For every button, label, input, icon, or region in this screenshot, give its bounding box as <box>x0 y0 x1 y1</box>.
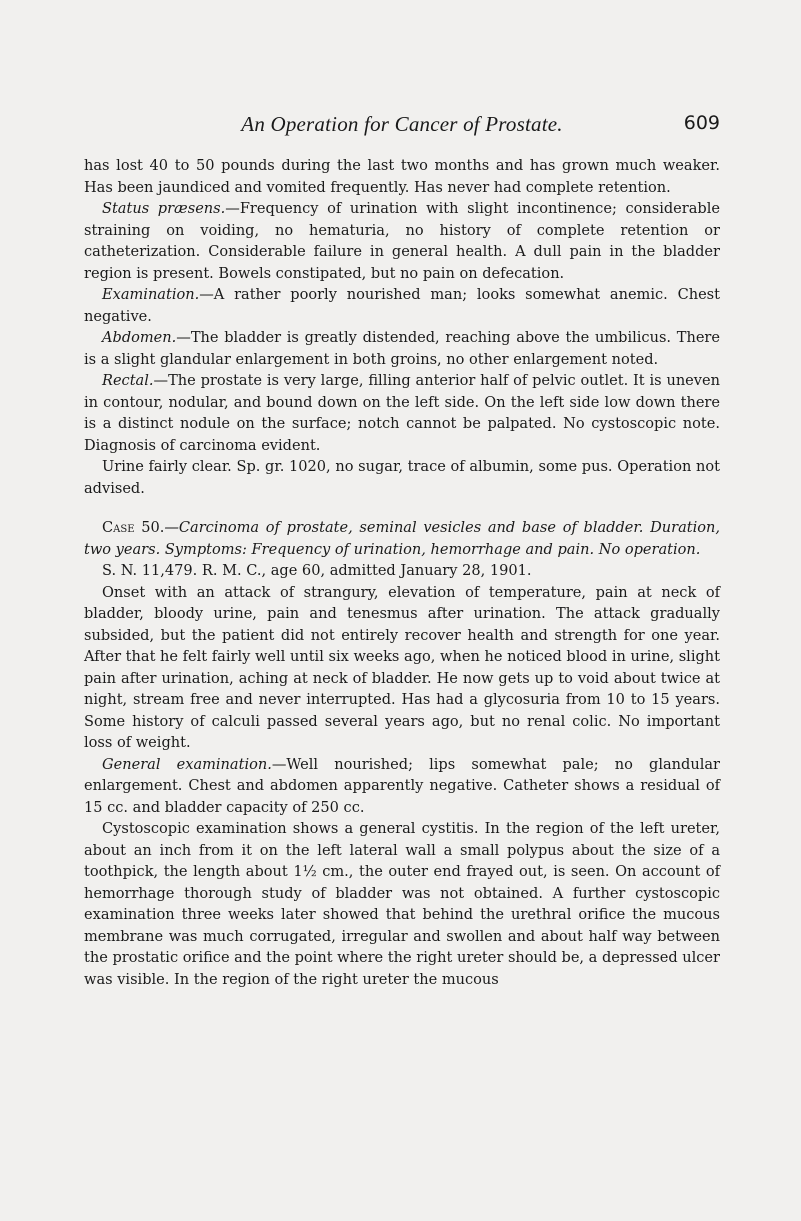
section-label: Examination. <box>102 286 200 303</box>
paragraph-history-continued <box>84 155 720 198</box>
paragraph-text: —Well nourished; lips somewhat pale; no glandular enlargement. Chest and abdomen apparently negative. Catheter shows a residual of 15 cc. and bladder capacity of 250 cc. <box>84 755 720 816</box>
case-word: Case <box>102 519 135 536</box>
paragraph-text: Cystoscopic examination shows a general cystitis. In the region of the left ureter, about an inch from it on the left lateral wall a small polypus about the size of a toothpick, the length about 1½ cm., the outer end frayed out, is seen. On account of hemorrhage thorough study of bladder was not obtained. A further cystoscopic examination three weeks later showed that behind the urethral orifice the mucous membrane was much corrugated, irregular and swollen and about half way between the prostatic orifice and the point where the right ureter should be, a depressed ulcer was visible. In the region of the right ureter the mucous <box>84 820 720 988</box>
paragraph-rectal <box>84 370 720 456</box>
section-label: Rectal. <box>102 372 154 389</box>
body-text <box>84 155 720 990</box>
section-label: General examination. <box>102 755 272 773</box>
paragraph-abdomen <box>84 327 720 370</box>
paragraph-onset <box>84 582 720 754</box>
paragraph-examination <box>84 284 720 327</box>
case-heading <box>84 517 720 560</box>
paragraph-status-praesens <box>84 198 720 284</box>
paragraph-text: —The bladder is greatly distended, reaching above the umbilicus. There is a slight glandular enlargement in both groins, no other enlargement noted. <box>84 329 720 368</box>
paragraph-text: —A rather poorly nourished man; looks somewhat anemic. Chest negative. <box>84 286 720 325</box>
paragraph-text: Onset with an attack of strangury, elevation of temperature, pain at neck of bladder, bloody urine, pain and tenesmus after urination. The attack gradually subsided, but the patient did not entirely recover health and strength for one year. After that he felt fairly well until six weeks ago, when he noticed blood in urine, slight pain after urination, aching at neck of bladder. He now gets up to void about twice at night, stream free and never interrupted. Has had a glycosuria from 10 to 15 years. Some history of calculi passed several years ago, but no renal colic. No important loss of weight. <box>84 583 720 751</box>
paragraph-text: —The prostate is very large, filling anterior half of pelvic outlet. It is uneven in contour, nodular, and bound down on the left side. On the left side low down there is a distinct nodule on the surface; notch cannot be palpated. No cystoscopic note. Diagnosis of carcinoma evident. <box>84 372 720 454</box>
paragraph-urine <box>84 456 720 499</box>
paragraph-text: Urine fairly clear. Sp. gr. 1020, no sugar, trace of albumin, some pus. Operation not advised. <box>84 458 720 497</box>
section-label: Status præsens. <box>102 200 226 217</box>
paragraph-text: S. N. 11,479. R. M. C., age 60, admitted January 28, 1901. <box>102 562 532 579</box>
paragraph-text: —Frequency of urination with slight incontinence; considerable straining on voiding, no hematuria, no history of complete retention or catheterization. Considerable failure in general health. A dull pain in the bladder region is present. Bowels constipated, but no pain on defecation. <box>84 200 720 282</box>
paragraph-cystoscopic <box>84 818 720 990</box>
running-head <box>84 112 720 138</box>
paragraph-admission <box>84 560 720 582</box>
running-title: An Operation for Cancer of Prostate. <box>241 112 563 136</box>
case-title: —Carcinoma of prostate, seminal vesicles and base of bladder. Duration, two years. Symptoms: Frequency of urination, hemorrhage and pain. No operation. <box>84 519 721 558</box>
section-label: Abdomen. <box>102 329 177 346</box>
paragraph-general-examination <box>84 754 720 819</box>
paragraph-text: has lost 40 to 50 pounds during the last two months and has grown much weaker. Has been jaundiced and vomited frequently. Has never had complete retention. <box>84 157 720 196</box>
case-number: 50. <box>141 519 165 536</box>
page-number: 609 <box>683 112 720 134</box>
